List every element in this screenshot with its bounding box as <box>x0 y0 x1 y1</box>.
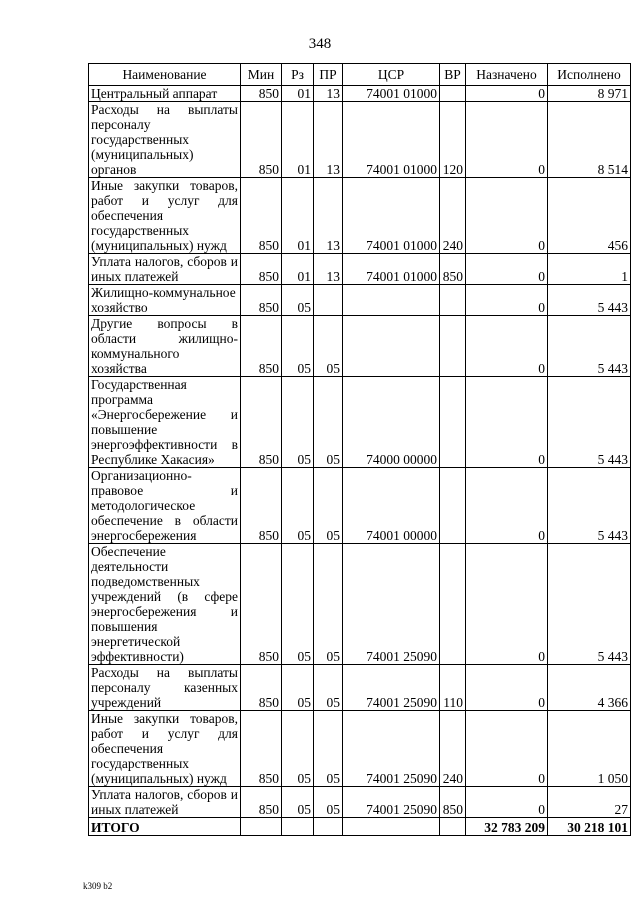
row-min: 850 <box>241 316 282 377</box>
header-executed: Исполнено <box>548 64 631 86</box>
row-assigned: 0 <box>466 711 548 787</box>
table-row <box>89 468 631 544</box>
table-row <box>89 544 631 665</box>
row-min: 850 <box>241 86 282 102</box>
row-rz: 01 <box>282 86 314 102</box>
page-number: 348 <box>308 36 332 52</box>
row-name: Расходы на выплаты персоналу казенных учреждений <box>89 665 241 711</box>
row-csr: 74001 01000 <box>343 86 440 102</box>
row-name: Расходы на выплаты персоналу государственных (муниципальных) органов <box>89 102 241 178</box>
row-min: 850 <box>241 178 282 254</box>
row-pr: 05 <box>314 787 343 818</box>
row-rz: 05 <box>282 544 314 665</box>
row-name: Обеспечение деятельности подведомственных учреждений (в сфере энергосбережения и повышения энергетической эффективности) <box>89 544 241 665</box>
table-row <box>89 254 631 285</box>
row-executed: 5 443 <box>548 544 631 665</box>
row-csr: 74001 25090 <box>343 711 440 787</box>
row-rz: 05 <box>282 468 314 544</box>
row-executed: 5 443 <box>548 468 631 544</box>
row-assigned: 0 <box>466 544 548 665</box>
row-vr <box>440 544 466 665</box>
row-vr <box>440 377 466 468</box>
row-min: 850 <box>241 377 282 468</box>
row-rz: 05 <box>282 316 314 377</box>
table-row <box>89 711 631 787</box>
row-min: 850 <box>241 787 282 818</box>
row-assigned: 0 <box>466 316 548 377</box>
row-executed: 8 514 <box>548 102 631 178</box>
row-assigned: 0 <box>466 178 548 254</box>
total-assigned: 32 783 209 <box>466 818 548 836</box>
row-vr: 850 <box>440 787 466 818</box>
row-name: Центральный аппарат <box>89 86 241 102</box>
header-csr: ЦСР <box>343 64 440 86</box>
row-csr: 74001 25090 <box>343 787 440 818</box>
table-header-row <box>89 64 631 86</box>
row-executed: 456 <box>548 178 631 254</box>
table-row <box>89 316 631 377</box>
row-min: 850 <box>241 102 282 178</box>
total-label: ИТОГО <box>89 818 241 836</box>
row-name: Уплата налогов, сборов и иных платежей <box>89 254 241 285</box>
row-vr: 110 <box>440 665 466 711</box>
header-assigned: Назначено <box>466 64 548 86</box>
row-executed: 4 366 <box>548 665 631 711</box>
row-min: 850 <box>241 544 282 665</box>
row-vr <box>440 285 466 316</box>
row-min: 850 <box>241 285 282 316</box>
header-vr: ВР <box>440 64 466 86</box>
row-name: Иные закупки товаров, работ и услуг для обеспечения государственных (муниципальных) нужд <box>89 178 241 254</box>
row-vr: 850 <box>440 254 466 285</box>
header-pr: ПР <box>314 64 343 86</box>
row-rz: 01 <box>282 102 314 178</box>
row-rz: 05 <box>282 787 314 818</box>
row-assigned: 0 <box>466 468 548 544</box>
row-name: Жилищно-коммунальное хозяйство <box>89 285 241 316</box>
row-csr: 74001 01000 <box>343 102 440 178</box>
row-rz: 05 <box>282 665 314 711</box>
row-name: Другие вопросы в области жилищно-коммунального хозяйства <box>89 316 241 377</box>
row-min: 850 <box>241 468 282 544</box>
row-vr: 120 <box>440 102 466 178</box>
header-min: Мин <box>241 64 282 86</box>
row-assigned: 0 <box>466 377 548 468</box>
row-executed: 5 443 <box>548 285 631 316</box>
row-name: Организационно-правовое и методологическое обеспечение в области энергосбережения <box>89 468 241 544</box>
row-pr: 13 <box>314 254 343 285</box>
footer-code: k309 b2 <box>83 881 113 891</box>
row-pr: 05 <box>314 377 343 468</box>
row-vr: 240 <box>440 178 466 254</box>
row-executed: 1 050 <box>548 711 631 787</box>
row-vr <box>440 468 466 544</box>
row-executed: 5 443 <box>548 377 631 468</box>
row-assigned: 0 <box>466 787 548 818</box>
table-row <box>89 787 631 818</box>
row-csr: 74001 01000 <box>343 178 440 254</box>
row-executed: 8 971 <box>548 86 631 102</box>
header-name: Наименование <box>89 64 241 86</box>
table-row <box>89 102 631 178</box>
row-pr: 13 <box>314 102 343 178</box>
row-csr: 74001 25090 <box>343 665 440 711</box>
row-pr: 05 <box>314 711 343 787</box>
table-row <box>89 377 631 468</box>
row-csr <box>343 316 440 377</box>
row-pr: 05 <box>314 665 343 711</box>
row-assigned: 0 <box>466 86 548 102</box>
header-rz: Рз <box>282 64 314 86</box>
row-pr: 13 <box>314 86 343 102</box>
row-pr: 05 <box>314 544 343 665</box>
row-assigned: 0 <box>466 665 548 711</box>
row-min: 850 <box>241 711 282 787</box>
row-name: Иные закупки товаров, работ и услуг для обеспечения государственных (муниципальных) нужд <box>89 711 241 787</box>
row-vr <box>440 316 466 377</box>
row-assigned: 0 <box>466 285 548 316</box>
row-pr: 05 <box>314 316 343 377</box>
row-rz: 05 <box>282 285 314 316</box>
row-csr: 74001 00000 <box>343 468 440 544</box>
row-csr: 74001 25090 <box>343 544 440 665</box>
row-min: 850 <box>241 665 282 711</box>
table-row <box>89 178 631 254</box>
row-assigned: 0 <box>466 254 548 285</box>
total-row <box>89 818 631 836</box>
table-row <box>89 285 631 316</box>
row-rz: 01 <box>282 254 314 285</box>
row-rz: 01 <box>282 178 314 254</box>
row-name: Уплата налогов, сборов и иных платежей <box>89 787 241 818</box>
total-executed: 30 218 101 <box>548 818 631 836</box>
row-name: Государственная программа «Энергосбережение и повышение энергоэффективности в Республике Хакасия» <box>89 377 241 468</box>
budget-table <box>88 63 631 836</box>
row-rz: 05 <box>282 377 314 468</box>
row-pr: 05 <box>314 468 343 544</box>
row-assigned: 0 <box>466 102 548 178</box>
row-vr <box>440 86 466 102</box>
row-vr: 240 <box>440 711 466 787</box>
row-executed: 5 443 <box>548 316 631 377</box>
row-executed: 27 <box>548 787 631 818</box>
row-min: 850 <box>241 254 282 285</box>
row-executed: 1 <box>548 254 631 285</box>
table-row <box>89 665 631 711</box>
row-pr <box>314 285 343 316</box>
row-pr: 13 <box>314 178 343 254</box>
row-csr: 74000 00000 <box>343 377 440 468</box>
table-row <box>89 86 631 102</box>
row-csr <box>343 285 440 316</box>
row-rz: 05 <box>282 711 314 787</box>
row-csr: 74001 01000 <box>343 254 440 285</box>
